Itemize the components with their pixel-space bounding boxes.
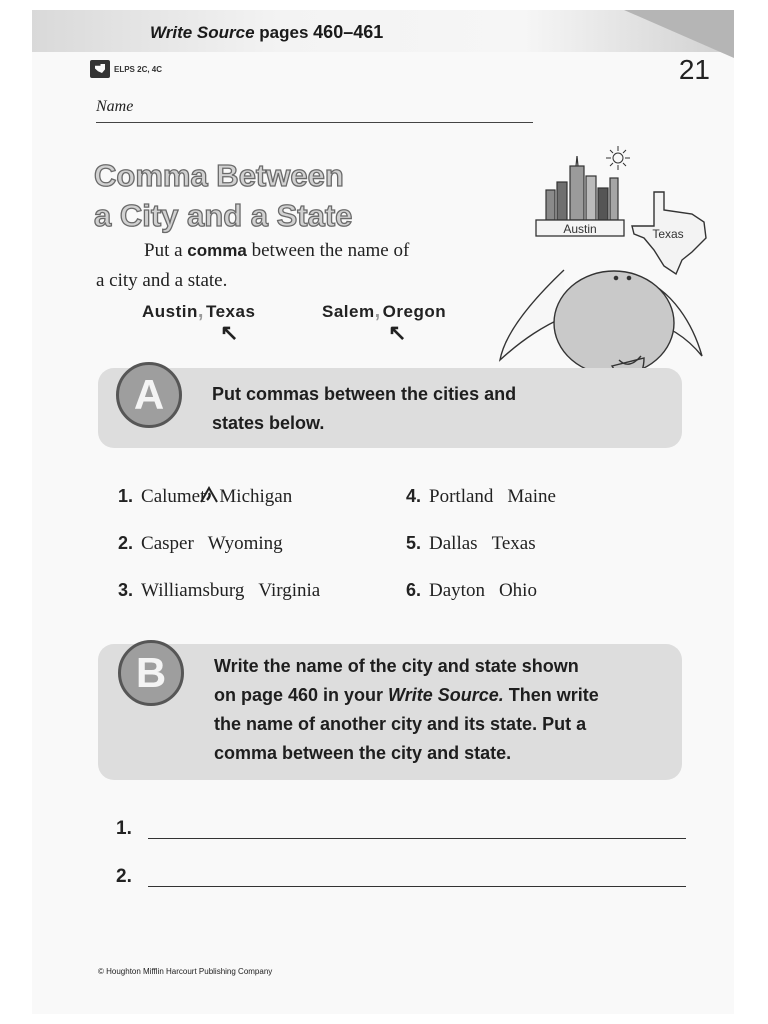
exercise-item-5[interactable] <box>406 533 536 555</box>
section-b-badge: B <box>118 640 184 706</box>
example-city: Austin <box>142 302 198 321</box>
answer-1-number: 1. <box>116 818 132 839</box>
item-city: Calumet <box>141 486 206 507</box>
item-city: Casper <box>141 533 194 554</box>
item-number: 4. <box>406 486 422 506</box>
item-state: Michigan <box>219 486 293 507</box>
example-city: Salem <box>322 302 375 321</box>
intro-keyword: comma <box>187 241 247 260</box>
item-city: Portland <box>429 486 494 507</box>
title-line-1: Comma Between <box>94 158 344 193</box>
page-number: 21 <box>678 54 710 85</box>
intro-before: Put a <box>144 240 188 261</box>
item-state: Wyoming <box>207 533 283 554</box>
section-b-line-1: Write the name of the city and state shown <box>214 656 579 676</box>
section-a-instructions <box>212 380 516 438</box>
item-state: Ohio <box>498 580 537 601</box>
section-b-instructions <box>214 652 599 768</box>
copyright-notice: © Houghton Mifflin Harcourt Publishing Company <box>98 967 273 976</box>
elps-codes: ELPS 2C, 4C <box>114 64 163 74</box>
item-number: 1. <box>118 486 134 506</box>
example-comma: , <box>197 300 204 322</box>
intro-line-2: a city and a state. <box>96 270 228 291</box>
item-number: 2. <box>118 533 134 553</box>
item-city: Williamsburg <box>141 580 245 601</box>
state-map-label: Texas <box>652 227 684 241</box>
elps-tag <box>90 60 162 78</box>
arrow-up-left-icon: ↖ <box>220 320 239 345</box>
item-state: Virginia <box>258 580 321 601</box>
item-number: 5. <box>406 533 422 553</box>
page-title <box>94 156 352 236</box>
section-b-line-2-after: Then write <box>503 685 599 705</box>
exercise-item-2[interactable] <box>118 533 283 555</box>
section-b-panel <box>98 644 682 780</box>
item-state: Maine <box>507 486 556 507</box>
texas-icon <box>90 60 110 78</box>
example-1 <box>142 300 256 345</box>
comma-mascot-illustration <box>494 138 734 406</box>
name-line[interactable] <box>96 122 533 123</box>
exercise-item-1[interactable] <box>118 486 292 508</box>
item-city: Dallas <box>429 533 478 554</box>
section-b-line-2-before: on page 460 in your <box>214 685 389 705</box>
intro-text <box>96 236 496 296</box>
example-comma: , <box>374 300 381 322</box>
title-line-2: a City and a State <box>94 198 353 233</box>
intro-after: between the name of <box>246 240 410 261</box>
example-2 <box>322 300 447 345</box>
section-a-line-1: Put commas between the cities and <box>212 384 517 404</box>
section-b-line-3: the name of another city and its state. Put a <box>214 714 587 734</box>
section-b-line-4: comma between the city and state. <box>214 743 512 763</box>
example-state: Texas <box>205 302 256 321</box>
section-b-line-2 <box>214 681 599 710</box>
item-state: Texas <box>491 533 536 554</box>
section-a-panel <box>98 368 682 448</box>
exercise-item-4[interactable] <box>406 486 556 508</box>
arrow-up-left-icon: ↖ <box>388 320 407 345</box>
example-state: Oregon <box>382 302 447 321</box>
answer-1-line[interactable] <box>148 838 686 839</box>
section-a-line-2: states below. <box>212 413 325 433</box>
handwritten-caret-comma-mark <box>198 482 220 504</box>
name-label: Name <box>96 98 134 115</box>
answer-2-number: 2. <box>116 866 132 887</box>
answer-2-line[interactable] <box>148 886 686 887</box>
intro-line-1 <box>96 236 496 266</box>
book-title: Write Source <box>150 23 255 42</box>
section-a-badge: A <box>116 362 182 428</box>
textbook-reference <box>150 22 383 43</box>
pages-word: pages <box>259 23 309 42</box>
pages-range: 460–461 <box>313 22 384 42</box>
worksheet-page <box>32 10 734 1014</box>
section-b-book-title: Write Source. <box>388 685 504 705</box>
page-corner-tab <box>624 10 734 58</box>
item-number: 6. <box>406 580 422 600</box>
exercise-item-6[interactable] <box>406 580 537 602</box>
item-number: 3. <box>118 580 134 600</box>
city-sign-label: Austin <box>563 222 597 236</box>
item-city: Dayton <box>429 580 485 601</box>
exercise-item-3[interactable] <box>118 580 320 602</box>
